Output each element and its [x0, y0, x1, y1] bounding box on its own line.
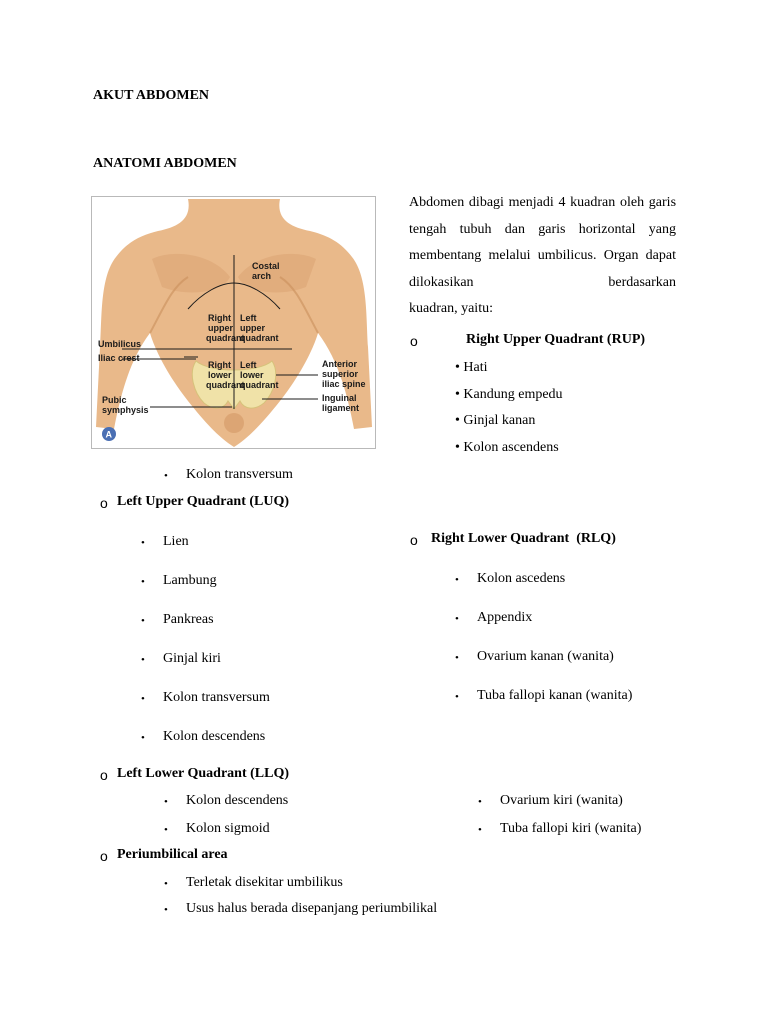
intro-line-3: yang membentang melalui umbilicus. — [409, 221, 676, 264]
llq-left-item-1: Kolon descendens — [186, 793, 289, 808]
label-asis-1: Anterior — [322, 359, 358, 369]
rup-item-3-text: Ginjal kanan — [463, 413, 536, 428]
bullet: • — [455, 413, 460, 428]
label-luq-3: quadrant — [240, 333, 279, 343]
rup-item-4-text: Kolon ascendens — [463, 440, 559, 455]
rup-item-2 — [455, 387, 563, 403]
periumbilical-bullet-2: • — [164, 904, 168, 916]
rup-item-1-text: Hati — [463, 360, 488, 375]
rlq-bullet-3: • — [455, 652, 459, 664]
periumbilical-item-2: Usus halus berada disepanjang periumbilikal — [186, 901, 438, 916]
periumbilical-ring-marker: o — [100, 848, 108, 864]
luq-item-5: Kolon transversum — [163, 690, 270, 705]
intro-line-2: garis tengah tubuh dan garis horizontal — [409, 195, 677, 237]
rup-item-3 — [455, 413, 535, 429]
luq-heading: Left Upper Quadrant (LUQ) — [117, 494, 290, 509]
label-luq-1: Left — [240, 313, 257, 323]
rup-ring-marker: o — [410, 333, 418, 349]
label-llq-2: lower — [240, 370, 264, 380]
llq-left-item-2: Kolon sigmoid — [186, 821, 270, 836]
llq-right-bullet-2: • — [478, 824, 482, 836]
label-rlq-2: lower — [208, 370, 232, 380]
abdomen-illustration — [92, 197, 375, 448]
intro-line-1: Abdomen dibagi menjadi 4 kuadran oleh — [409, 195, 645, 210]
llq-left-bullet-1: • — [164, 796, 168, 808]
intro-paragraph — [409, 190, 676, 323]
rup-item-4 — [455, 440, 559, 456]
llq-right-item-2: Tuba fallopi kiri (wanita) — [500, 821, 642, 836]
intro-line-5: kuadran, yaitu: — [409, 301, 493, 317]
rlq-item-3: Ovarium kanan (wanita) — [477, 649, 614, 664]
abdomen-quadrant-figure — [91, 196, 376, 449]
label-rlq-3: quadrant — [206, 380, 245, 390]
label-inguinal-1: Inguinal — [322, 393, 357, 403]
bullet: • — [455, 440, 460, 455]
figure-badge-letter: A — [105, 429, 112, 440]
label-costal-arch-1: Costal — [252, 261, 280, 271]
label-asis-3: iliac spine — [322, 379, 366, 389]
label-luq-2: upper — [240, 323, 266, 333]
rlq-bullet-1: • — [455, 574, 459, 586]
rup-item-1 — [455, 360, 488, 376]
label-rup-3: quadrant — [206, 333, 245, 343]
periumbilical-bullet-1: • — [164, 878, 168, 890]
llq-right-item-1: Ovarium kiri (wanita) — [500, 793, 623, 808]
llq-heading: Left Lower Quadrant (LLQ) — [117, 766, 290, 781]
rlq-ring-marker: o — [410, 532, 418, 548]
section-title: ANATOMI ABDOMEN — [93, 156, 237, 171]
periumbilical-item-1: Terletak disekitar umbilikus — [186, 875, 343, 890]
label-llq-1: Left — [240, 360, 257, 370]
rlq-item-4: Tuba fallopi kanan (wanita) — [477, 688, 633, 703]
rlq-item-2: Appendix — [477, 610, 533, 625]
rlq-heading: Right Lower Quadrant (RLQ) — [431, 531, 616, 546]
label-pubic-1: Pubic — [102, 395, 127, 405]
luq-bullet-6: • — [141, 732, 145, 744]
label-costal-arch-2: arch — [252, 271, 272, 281]
luq-item-4: Ginjal kiri — [163, 651, 221, 666]
label-llq-3: quadrant — [240, 380, 279, 390]
luq-item-3: Pankreas — [163, 612, 214, 627]
luq-bullet-4: • — [141, 654, 145, 666]
luq-bullet-2: • — [141, 576, 145, 588]
luq-item-6: Kolon descendens — [163, 729, 266, 744]
label-rup-2: upper — [208, 323, 234, 333]
label-pubic-2: symphysis — [102, 405, 149, 415]
luq-bullet-3: • — [141, 615, 145, 627]
luq-ring-marker: o — [100, 495, 108, 511]
label-umbilicus: Umbilicus — [98, 339, 142, 349]
rup-item-5-bullet: • — [164, 470, 168, 482]
luq-item-1: Lien — [163, 534, 189, 549]
llq-left-bullet-2: • — [164, 824, 168, 836]
label-iliac-crest: Iliac crest — [98, 353, 140, 363]
llq-right-bullet-1: • — [478, 796, 482, 808]
rlq-bullet-4: • — [455, 691, 459, 703]
periumbilical-heading: Periumbilical area — [117, 847, 228, 862]
rup-item-5: Kolon transversum — [186, 467, 293, 482]
intro-line-4: Organ dapat dilokasikan berdasarkan — [409, 248, 676, 290]
luq-bullet-1: • — [141, 537, 145, 549]
rup-heading: Right Upper Quadrant (RUP) — [466, 332, 646, 347]
label-rlq-1: Right — [208, 360, 231, 370]
label-inguinal-2: ligament — [322, 403, 360, 413]
label-rup-1: Right — [208, 313, 231, 323]
luq-bullet-5: • — [141, 693, 145, 705]
rlq-item-1: Kolon ascedens — [477, 571, 566, 586]
document-title: AKUT ABDOMEN — [93, 88, 210, 103]
bullet: • — [455, 387, 460, 402]
rup-item-2-text: Kandung empedu — [463, 387, 563, 402]
llq-ring-marker: o — [100, 767, 108, 783]
label-asis-2: superior — [322, 369, 359, 379]
bullet: • — [455, 360, 460, 375]
luq-item-2: Lambung — [163, 573, 217, 588]
rlq-bullet-2: • — [455, 613, 459, 625]
